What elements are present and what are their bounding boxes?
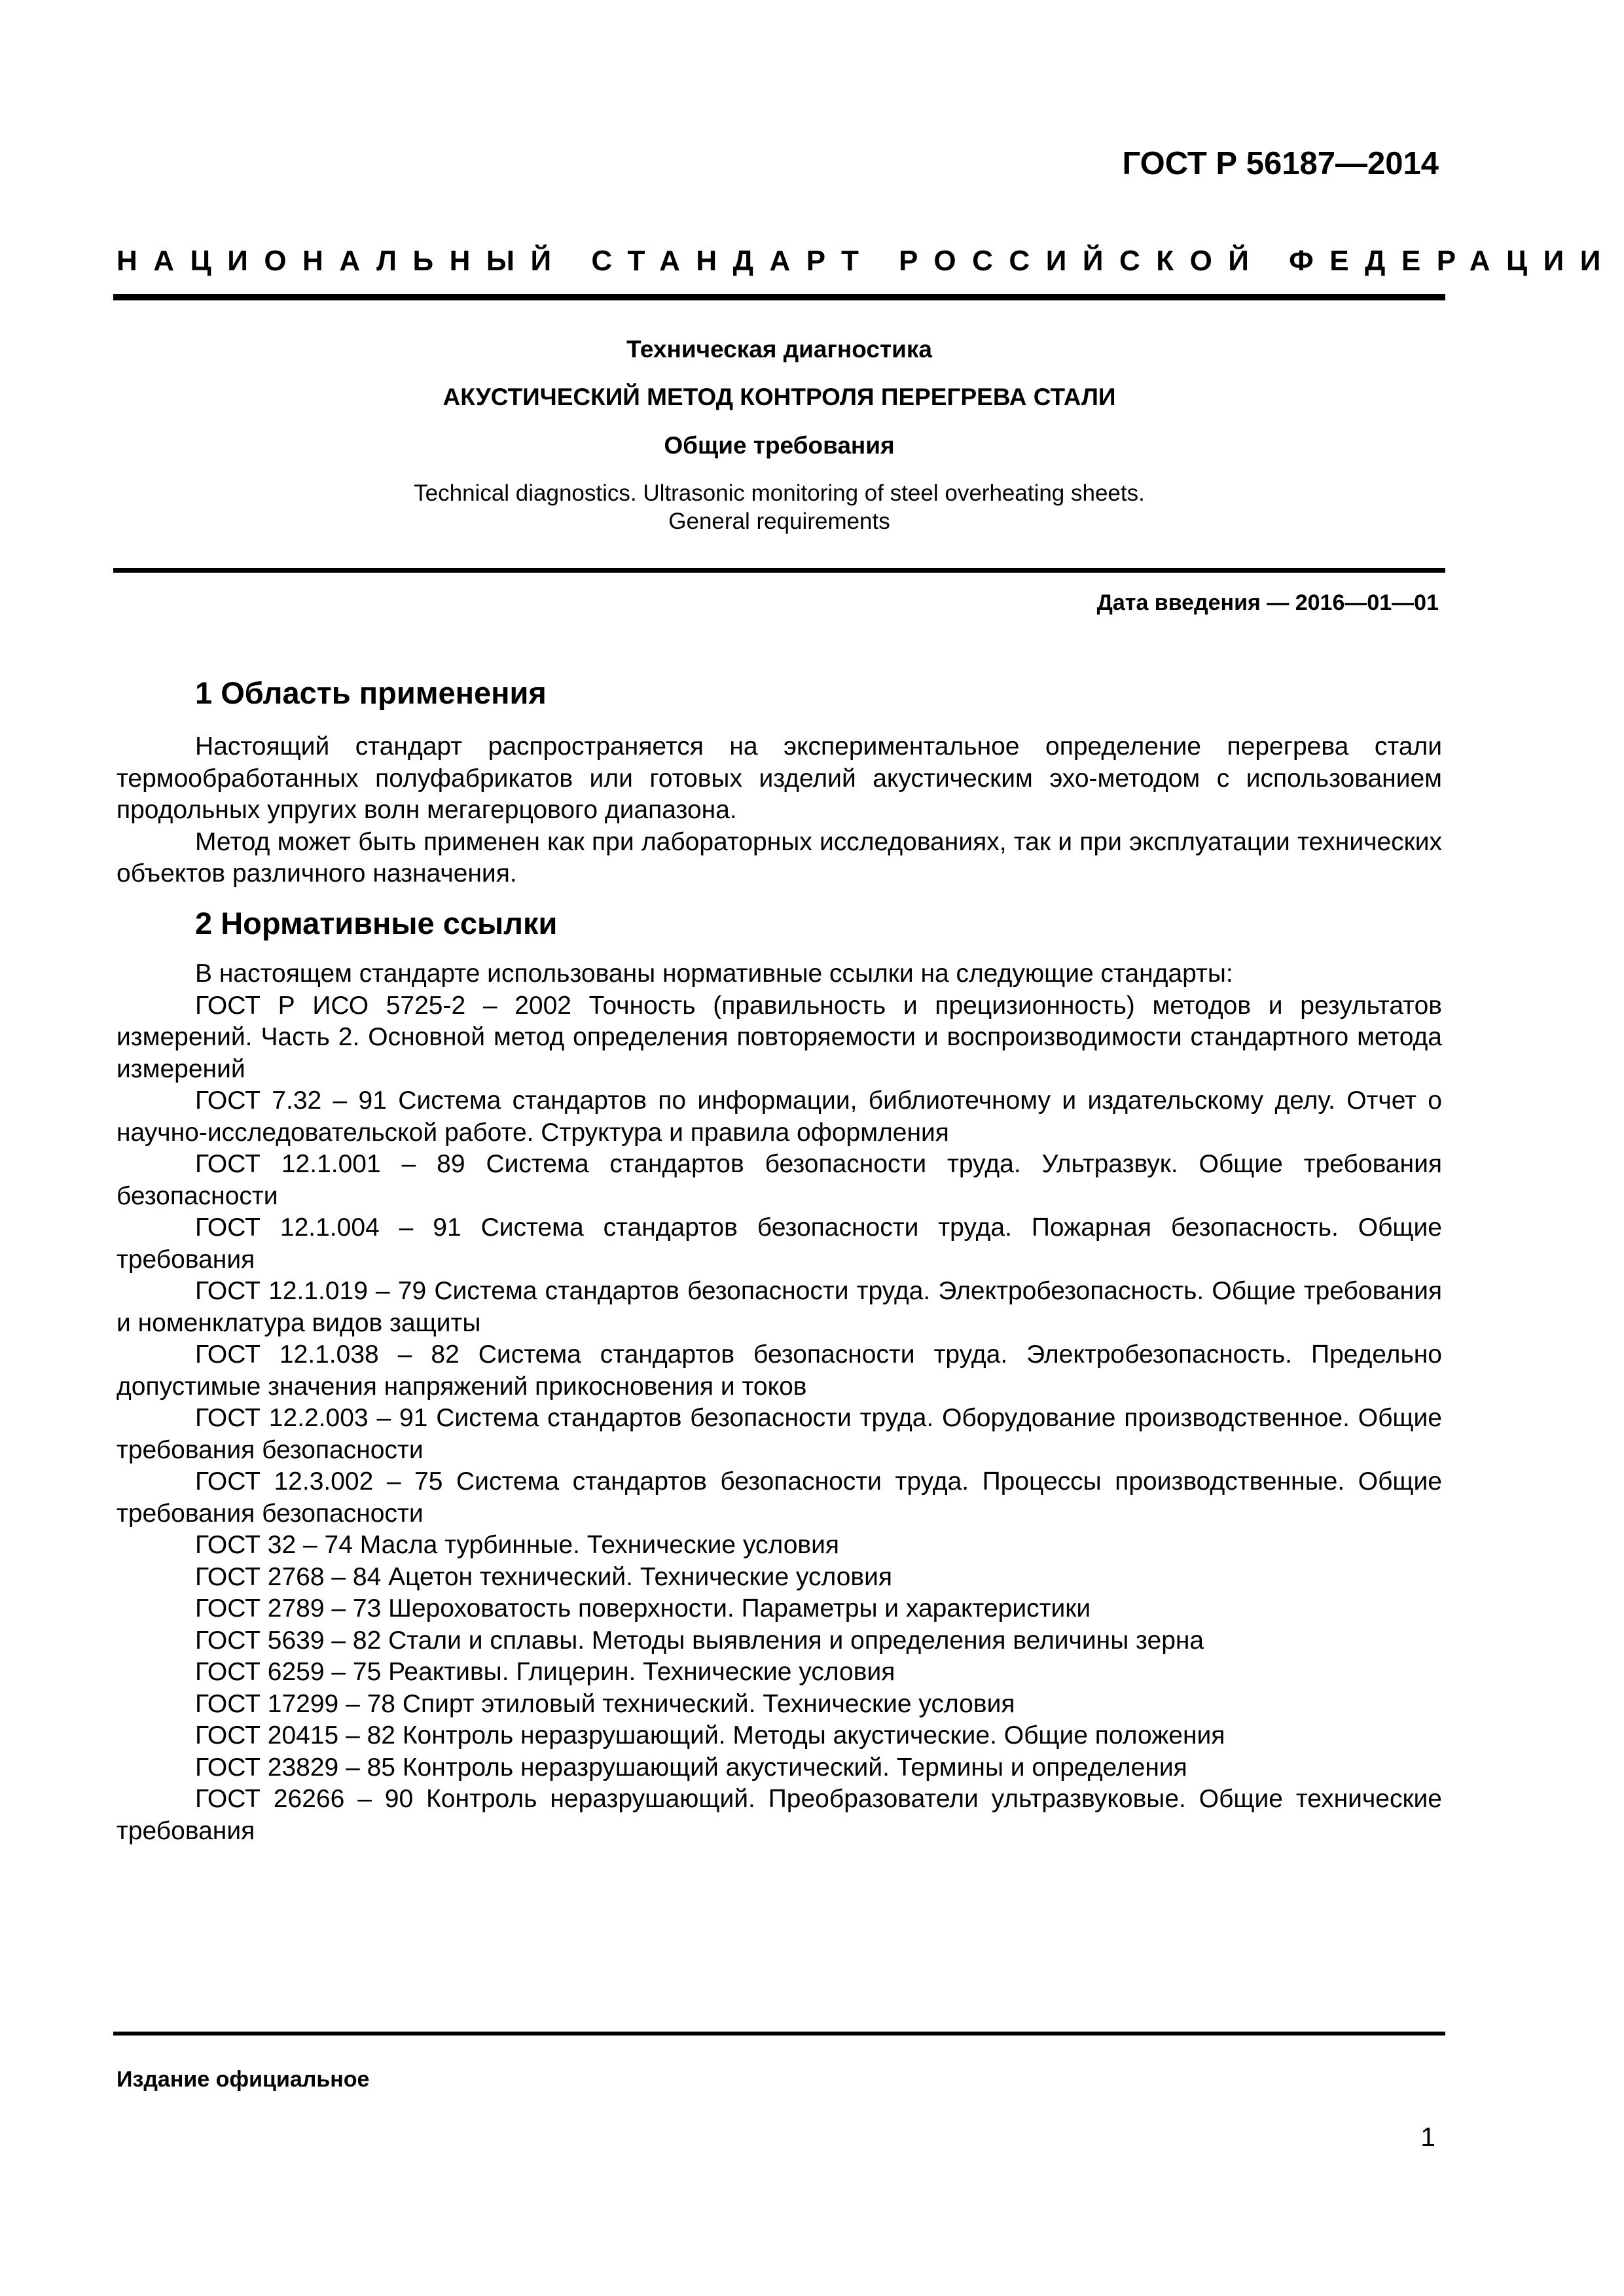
reference-item: ГОСТ 7.32 – 91 Система стандартов по информации, библиотечному и издательскому делу. Отчет о научно-исследовательской работе. Структура и правила оформления [117,1086,1442,1147]
section-2-body [117,958,1442,1847]
section-1-paragraph: Настоящий стандарт распространяется на экспериментальное определение перегрева стали термообработанных полуфабрикатов или готовых изделий акустическим эхо-методом с использованием продольных упругих волн мегагерцового диапазона. [117,732,1442,824]
gost-number: ГОСТ Р 56187—2014 [1122,146,1439,181]
reference-item: ГОСТ 26266 – 90 Контроль неразрушающий. Преобразователи ультразвуковые. Общие технические требования [117,1785,1442,1845]
footer-divider [113,2032,1445,2036]
reference-item: ГОСТ 2768 – 84 Ацетон технический. Технические условия [195,1562,893,1591]
section-2-intro: В настоящем стандарте использованы нормативные ссылки на следующие стандарты: [195,960,1233,988]
reference-item: ГОСТ 2789 – 73 Шероховатость поверхности. Параметры и характеристики [195,1594,1091,1623]
reference-item: ГОСТ 20415 – 82 Контроль неразрушающий. Методы акустические. Общие положения [195,1721,1225,1749]
page-number: 1 [1420,2122,1435,2152]
reference-item: ГОСТ 5639 – 82 Стали и сплавы. Методы выявления и определения величины зерна [195,1626,1204,1655]
section-1-body [117,731,1442,890]
section-1-paragraph: Метод может быть применен как при лабораторных исследованиях, так и при эксплуатации технических объектов различного назначения. [117,827,1442,888]
top-divider [113,294,1445,300]
reference-item: ГОСТ Р ИСО 5725-2 – 2002 Точность (правильность и прецизионность) методов и результатов измерений. Часть 2. Основной метод определения повторяемости и воспроизводимости стандартного метода измерений [117,991,1442,1083]
reference-item: ГОСТ 23829 – 85 Контроль неразрушающий акустический. Термины и определения [195,1753,1187,1782]
title-main: АКУСТИЧЕСКИЙ МЕТОД КОНТРОЛЯ ПЕРЕГРЕВА СТАЛИ [442,384,1116,410]
section-2-heading: 2 Нормативные ссылки [195,906,558,941]
title-subtitle: Общие требования [664,432,895,459]
english-title-line1: Technical diagnostics. Ultrasonic monitoring of steel overheating sheets. [414,480,1145,506]
reference-item: ГОСТ 12.1.001 – 89 Система стандартов безопасности труда. Ультразвук. Общие требования безопасности [117,1150,1442,1210]
reference-item: ГОСТ 6259 – 75 Реактивы. Глицерин. Технические условия [195,1658,895,1686]
title-category: Техническая диагностика [626,336,932,363]
reference-item: ГОСТ 12.3.002 – 75 Система стандартов безопасности труда. Процессы производственные. Общие требования безопасности [117,1467,1442,1528]
title-divider [113,568,1445,573]
english-title-line2: General requirements [668,509,890,534]
reference-item: ГОСТ 32 – 74 Масла турбинные. Технические условия [195,1531,840,1559]
reference-item: ГОСТ 12.2.003 – 91 Система стандартов безопасности труда. Оборудование производственное. Общие требования безопасности [117,1404,1442,1464]
national-standard-banner: НАЦИОНАЛЬНЫЙ СТАНДАРТ РОССИЙСКОЙ ФЕДЕРАЦИИ [117,245,1617,277]
official-edition-label: Издание официальное [117,2067,370,2092]
reference-item: ГОСТ 12.1.019 – 79 Система стандартов безопасности труда. Электробезопасность. Общие требования и номенклатура видов защиты [117,1277,1442,1337]
section-1-heading: 1 Область применения [195,675,547,710]
reference-item: ГОСТ 12.1.038 – 82 Система стандартов безопасности труда. Электробезопасность. Предельно допустимые значения напряжений прикосновения и токов [117,1340,1442,1401]
reference-item: ГОСТ 12.1.004 – 91 Система стандартов безопасности труда. Пожарная безопасность. Общие требования [117,1213,1442,1274]
reference-item: ГОСТ 17299 – 78 Спирт этиловый технический. Технические условия [195,1689,1015,1718]
introduction-date: Дата введения — 2016—01—01 [1096,590,1439,615]
